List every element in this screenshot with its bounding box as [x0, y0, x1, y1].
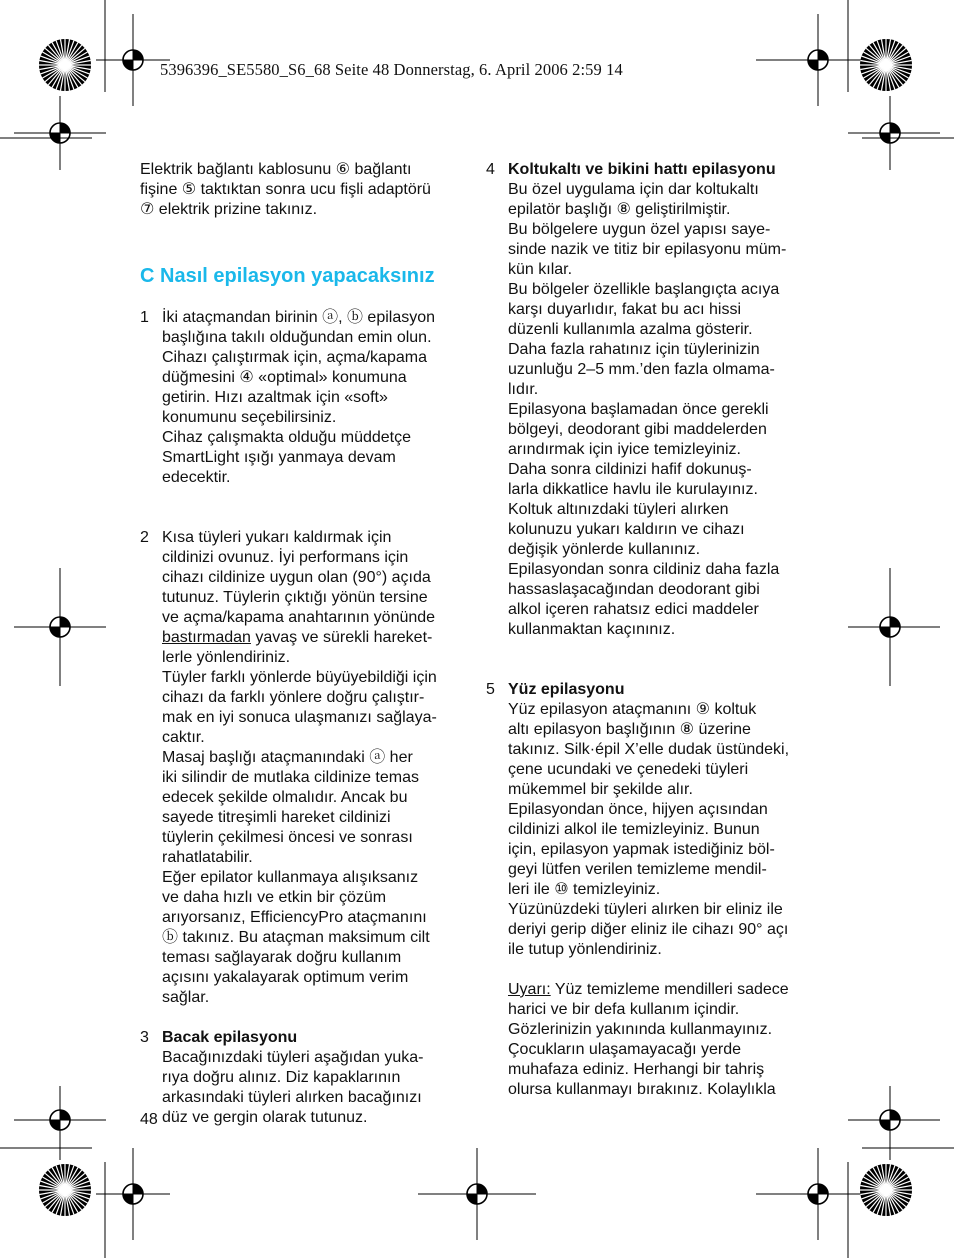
item-body: [162, 528, 470, 1008]
underlined-word: bastırmadan: [162, 629, 251, 646]
item-title: Yüz epilasyonu: [508, 681, 625, 698]
list-item-5: [486, 680, 821, 1100]
item-number: 4: [486, 161, 495, 178]
item-number: 3: [140, 1029, 149, 1046]
print-header: 5396396_SE5580_S6_68 Seite 48 Donnerstag, 6. April 2006 2:59 14: [160, 60, 623, 79]
item-body-part: Kısa tüyleri yukarı kaldırmak için cildinizi ovunuz. İyi performans için cihazı cildinize uygun olan (90°) açıda tutunuz. Tüylerin çıktığı yönün tersine ve açma/kapama anahtarının yönünde: [162, 529, 436, 626]
list-item-4: [486, 160, 821, 640]
section-heading: C Nasıl epilasyon yapacaksınız: [140, 265, 435, 287]
list-item-3: [140, 1028, 470, 1128]
item-title: Bacak epilasyonu: [162, 1029, 298, 1046]
item-body: Yüz epilasyon ataçmanını ⑨ koltuk altı epilasyon başlığının ⑧ üzerine takınız. Silk·épil X’elle dudak üstündeki, çene ucundaki ve çenedeki tüyleri mükemmel bir şekilde alır. Epilasyondan önce, hijyen açısından cildinizi alkol ile temizleyiniz. Bunun için, epilasyon yapmak istediğiniz böl- geyi lütfen verilen temizleme mendil- leri ile ⑩ temizleyiniz. Yüzünüzdeki tüyleri alırken bir eliniz ile deriyi gerip diğer eliniz ile cihazı 90° açı ile tutup yönlendiriniz.: [508, 701, 790, 958]
page-number: 48: [140, 1111, 158, 1128]
warning-paragraph: [508, 980, 821, 1100]
item-number: 5: [486, 681, 495, 698]
registration-star-icon: [860, 1164, 912, 1216]
left-column: [140, 160, 470, 1128]
registration-star-icon: [860, 39, 912, 91]
item-body: Bacağınızdaki tüyleri aşağıdan yuka- rıya doğru alınız. Diz kapaklarının arkasındaki tüyleri alırken bacağınızı düz ve gergin olarak tutunuz.: [162, 1049, 424, 1126]
item-number: 2: [140, 529, 149, 546]
registration-star-icon: [39, 1164, 91, 1216]
item-body-part: yavaş ve sürekli hareket- lerle yönlendiriniz. Tüyler farklı yönlerde büyüyebildiği için cihazı da farklı yönlere doğru çalıştır- mak en iyi sonuca ulaşmanızı sağlaya- caktır. Masaj başlığı ataçmanındaki ⓐ her iki silindir de mutlaka cildinize temas edecek şekilde olmalıdır. Ancak bu sayede titreşimli hareket cildinizi tüylerin çekilmesi öncesi ve sonrası rahatlatabilir. Eğer epilator kullanmaya alışıksanız ve daha hızlı ve etkin bir çözüm arıyorsanız, EfficiencyPro ataçmanını ⓑ takınız. Bu ataçman maksimum cilt teması sağlayarak doğru kullanım açısını yakalayarak optimum verim sağlar.: [162, 629, 437, 1006]
item-body: Bu özel uygulama için dar koltukaltı epilatör başlığı ⑧ geliştirilmiştir. Bu bölgelere uygun özel yapısı saye- sinde nazik ve titiz bir epilasyonu müm- kün kılar. Bu bölgeler özellikle başlangıçta acıya karşı duyarlıdır, fakat bu acı hissi düzenli kullanımla azalma gösterir. Daha fazla rahatınız için tüylerinizin uzunluğu 2–5 mm.’den fazla olmama- lıdır. Epilasyona başlamadan önce gerekli bölgeyi, deodorant gibi maddelerden arındırmak için iyice temizleyiniz. Daha sonra cildinizi hafif dokunuş- larla dikkatlice havlu ile kurulayınız. Koltuk altınızdaki tüyleri alırken kolunuzu yukarı kaldırın ve cihazı değişik yönlerde kullanınız. Epilasyondan sonra cildiniz daha fazla hassaslaşacağından deodorant gibi alkol içeren rahatsız edici maddeler kullanmaktan kaçınınız.: [508, 181, 787, 638]
item-body: İki ataçmandan birinin ⓐ, ⓑ epilasyon başlığına takılı olduğundan emin olun. Cihazı çalıştırmak için, açma/kapama düğmesini ④ «optimal» konumuna getirin. Hızı azaltmak için «soft» konumunu seçebilirsiniz. Cihaz çalışmakta olduğu müddetçe SmartLight ışığı yanmaya devam edecektir.: [162, 309, 436, 486]
item-title: Koltukaltı ve bikini hattı epilasyonu: [508, 161, 776, 178]
list-item-2: [140, 528, 470, 1008]
item-number: 1: [140, 309, 149, 326]
registration-star-icon: [39, 39, 91, 91]
warning-label: Uyarı:: [508, 981, 551, 998]
list-item-1: [140, 308, 470, 488]
right-column: [486, 160, 821, 1100]
intro-paragraph: Elektrik bağlantı kablosunu ⑥ bağlantı fişine ⑤ taktıktan sonra ucu fişli adaptörü ⑦ elektrik prizine takınız.: [140, 161, 431, 218]
warning-text: Yüz temizleme mendilleri sadece harici ve bir defa kullanım içindir. Gözlerinizin yakınında kullanmayınız. Çocukların ulaşamayacağı yerde muhafaza ediniz. Herhangi bir tahriş olursa kullanmayı bırakınız. Kolaylıkla: [508, 981, 789, 1098]
